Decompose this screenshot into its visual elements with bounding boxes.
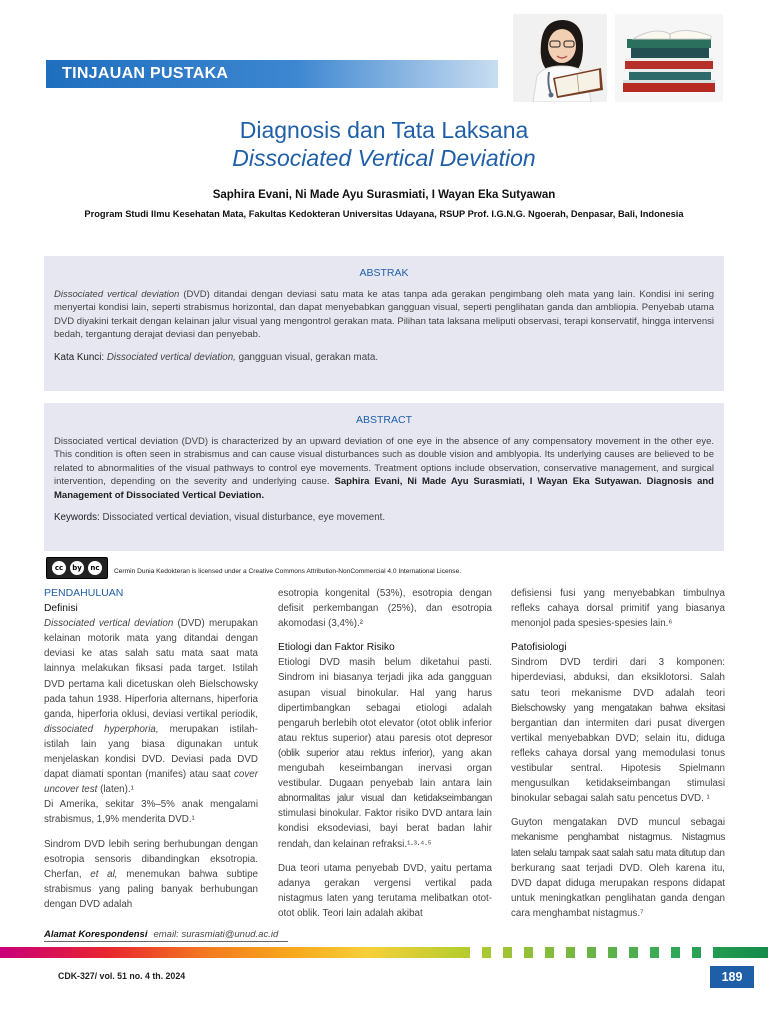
- body-column-2: [278, 586, 492, 921]
- section-banner: TINJAUAN PUSTAKA: [46, 60, 498, 88]
- body-column-1: [44, 586, 258, 912]
- paragraph: esotropia kongenital (53%), esotropia dengan defisit perkembangan (25%), dan esotropia akomodasi (3,4%).²: [278, 588, 492, 630]
- citation: Saphira Evani, Ni Made Ayu Surasmiati, I Wayan Eka Sutyawan. Diagnosis and Management of Dissociated Vertical Deviation.: [54, 476, 714, 501]
- stacked-books-photo: [615, 14, 723, 102]
- abstrak-keywords: Kata Kunci: Dissociated vertical deviation, gangguan visual, gerakan mata.: [54, 351, 379, 363]
- abstract-keywords: Keywords: Dissociated vertical deviation, visual disturbance, eye movement.: [54, 512, 386, 524]
- subheading-definisi: Definisi: [44, 603, 78, 615]
- paragraph: defisiensi fusi yang menyebabkan timbulnya refleks cahaya dorsal primitif yang biasanya menonjol pada spesies-spesies lain.⁶: [511, 588, 725, 630]
- abstrak-text: Dissociated vertical deviation (DVD) ditandai dengan deviasi satu mata ke atas tanpa ada gerakan pengimbang oleh mata yang lain. Kondisi ini sering menyertai kondisi lain, seperti strabismus horizontal, dan dapat menyebabkan gangguan visual, seperti penglihatan ganda dan ambliopia. Penyebab utama DVD diyakini terkait dengan kelainan jalur visual yang mengontrol gerakan mata. Pilihan tata laksana meliputi observasi, terapi konservatif, hingga intervensi bedah, tergantung derajat deviasi dan penyebab.: [54, 289, 714, 341]
- section-heading-pendahuluan: PENDAHULUAN: [44, 587, 124, 599]
- paragraph: Sindrom DVD terdiri dari 3 komponen: hiperdeviasi, abduksi, dan eksiklotorsi. Salah satu teori mekanisme DVD adalah teori Bielschowsky yang mengatakan bahwa eksitasi bergantian dan intermiten dari pusat divergen vertikal menyebabkan DVD; selain itu, diduga refleks cahaya dorsal yang memodulasi tonus vestibular sentral. Hipotesis Spielmann mengusulkan ketidakseimbangan stimulasi binokular sebagai salah satu pencetus DVD. ¹: [511, 657, 725, 805]
- subheading-patofisiologi: Patofisiologi: [511, 642, 567, 654]
- paragraph: Di Amerika, sekitar 3%–5% anak mengalami strabismus, 1,9% menderita DVD.¹: [44, 799, 258, 826]
- abstrak-heading: ABSTRAK: [359, 267, 409, 279]
- article-title: Diagnosis dan Tata Laksana: [239, 117, 529, 143]
- paragraph: Guyton mengatakan DVD muncul sebagai mekanisme penghambat nistagmus. Nistagmus laten selalu tampak saat salah satu mata ditutup dan berkurang saat terjadi DVD. Oleh karena itu, DVD dapat diduga merupakan respons didapat untuk meningkatkan penglihatan ganda dengan cara menghambat nistagmus.⁷: [511, 817, 725, 919]
- body-column-3: [511, 586, 725, 921]
- creative-commons-icon[interactable]: cc by nc: [46, 557, 108, 579]
- paragraph: Sindrom DVD lebih sering berhubungan dengan esotropia sensoris dibandingkan eksotropia. Cherfan, et al, menemukan bahwa subtipe strabismus yang paling banyak berhubungan dengan DVD adalah: [44, 838, 258, 910]
- article-subtitle: Dissociated Vertical Deviation: [232, 145, 536, 171]
- paragraph: Etiologi DVD masih belum diketahui pasti. Sindrom ini biasanya terjadi jika ada gangguan asupan visual binokular. Hal yang harus dipertimbangkan sebagai etiologi adalah pengaruh berlebih otot elevator (otot oblik inferior atau rektus superior) atau paresis otot depresor (oblik superior atau rektus inferior), yang akan mengubah keseimbangan inervasi organ vestibular. Dugaan penyebab lain antara lain abnormalitas jalur visual dan ketidakseimbangan stimulasi binokular. Faktor risiko DVD antara lain kondisi eksodeviasi, bayi berat badan lahir rendah, dan kelainan refraksi.¹·³·⁴·⁵: [278, 657, 492, 850]
- color-strip-gaps: [470, 947, 722, 958]
- abstract-heading: ABSTRACT: [355, 414, 412, 426]
- doctor-reading-photo: [513, 14, 607, 102]
- abstract-box: [44, 403, 724, 551]
- paragraph: Dissociated vertical deviation (DVD) merupakan kelainan motorik mata yang ditandai dengan deviasi ke atas salah satu mata saat mata lainnya melakukan fiksasi pada target. Istilah DVD pertama kali dicetuskan oleh Bielschowsky pada tahun 1938. Hiperforia alternans, hiperforia ganda, hiperforia oklusi, deviasi vertikal periodik, dissociated hyperphoria, merupakan istilah-istilah lain yang biasa digunakan untuk menjelaskan kondisi DVD. Deviasi pada DVD dapat diamati spontan (manifes) atau saat cover uncover test (laten).¹: [44, 618, 258, 796]
- page-number: 189: [710, 966, 754, 988]
- abstract-text: Dissociated vertical deviation (DVD) is characterized by an upward deviation of one eye in the absence of any compensatory movement in the other eye. This condition is often seen in strabismus and can cause visual disturbances such as double vision and amblyopia. Its underlying causes are believed to be related to abnormalities of the visual pathways to control eye movements. Treatment options include observation, conservative management, and surgical intervention, depending on the severity and underlying cause. Saphira Evani, Ni Made Ayu Surasmiati, I Wayan Eka Sutyawan. Diagnosis and Management of Dissociated Vertical Deviation.: [54, 436, 714, 501]
- affiliation: Program Studi Ilmu Kesehatan Mata, Fakultas Kedokteran Universitas Udayana, RSUP Prof. I.G.N.G. Ngoerah, Denpasar, Bali, Indonesia: [84, 209, 684, 219]
- abstrak-box: [44, 256, 724, 391]
- license-text: Cermin Dunia Kedokteran is licensed under a Creative Commons Attribution-NonCommercial 4.0 International License.: [114, 567, 462, 575]
- correspondence-email[interactable]: email: surasmiati@unud.ac.id: [153, 929, 279, 940]
- author-list: Saphira Evani, Ni Made Ayu Surasmiati, I Wayan Eka Sutyawan: [212, 189, 556, 201]
- paragraph: Dua teori utama penyebab DVD, yaitu pertama adanya gerakan vergensi vertikal pada nistagmus laten yang terutama melibatkan otot-otot oblik. Teori lain adalah akibat: [278, 862, 492, 919]
- correspondence: Alamat Korespondensi email: surasmiati@unud.ac.id: [44, 929, 279, 940]
- subheading-etiologi: Etiologi dan Faktor Risiko: [278, 642, 395, 654]
- divider: [44, 941, 288, 942]
- journal-info: CDK-327/ vol. 51 no. 4 th. 2024: [58, 971, 186, 981]
- license-line: [46, 557, 461, 579]
